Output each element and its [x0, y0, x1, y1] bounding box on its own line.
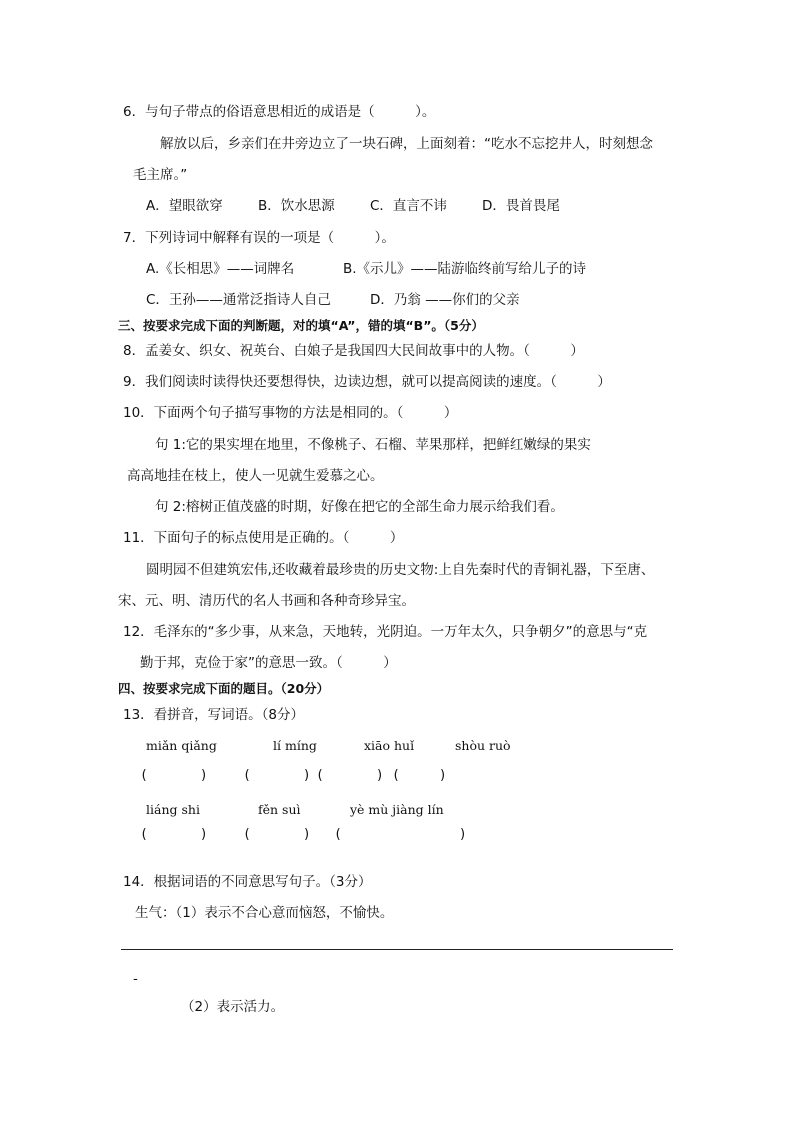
q12-line2: 勤于邦，克俭于家”的意思一致。（ ）: [140, 655, 397, 671]
q10-stem: 10．下面两个句子描写事物的方法是相同的。（ ）: [123, 405, 458, 421]
q13-pinyin: lí míng: [273, 738, 317, 753]
q13-answer-bracket[interactable]: ( ): [243, 827, 311, 842]
section3-heading: 三、按要求完成下面的判断题，对的填“A”，错的填“B”。（5分）: [118, 318, 484, 333]
q13-pinyin: fěn suì: [258, 802, 301, 817]
q13-answer-bracket[interactable]: ( ): [334, 827, 467, 842]
q7-option-b: B.《示儿》——陆游临终前写给儿子的诗: [343, 261, 587, 277]
q9-text: 9．我们阅读时读得快还要想得快，边读边想，就可以提高阅读的速度。（ ）: [123, 374, 611, 390]
q6-option-a: A．望眼欲穿: [146, 198, 223, 214]
answer-line[interactable]: [121, 949, 673, 950]
q14-stem: 14．根据词语的不同意思写句子。（3分）: [123, 874, 372, 890]
q13-answer-bracket[interactable]: ( ): [392, 768, 447, 783]
q7-option-d: D．乃翁 ——你们的父亲: [370, 292, 520, 308]
q13-pinyin: xiāo huǐ: [364, 738, 415, 753]
q11-stem: 11．下面句子的标点使用是正确的。（ ）: [123, 530, 404, 546]
q8-text: 8．孟姜女、织女、祝英台、白娘子是我国四大民间故事中的人物。（ ）: [123, 343, 584, 359]
q14-meaning2: （2）表示活力。: [181, 999, 285, 1015]
q13-answer-bracket[interactable]: ( ): [243, 768, 311, 783]
q13-pinyin: liáng shi: [146, 802, 200, 817]
q13-answer-bracket[interactable]: ( ): [140, 768, 208, 783]
section4-heading: 四、按要求完成下面的题目。（20分）: [118, 681, 330, 696]
q6-option-b: B．饮水思源: [258, 198, 335, 214]
q13-stem: 13．看拼音，写词语。（8分）: [123, 707, 305, 723]
q7-option-c: C．王孙——通常泛指诗人自己: [146, 292, 331, 308]
q10-sentence1-line2: 高高地挂在枝上，使人一见就生爱慕之心。: [127, 468, 384, 484]
q13-pinyin: miǎn qiǎng: [146, 738, 217, 753]
q13-pinyin: yè mù jiàng lín: [350, 802, 444, 817]
q6-option-c: C．直言不讳: [370, 198, 447, 214]
q14-meaning1: 生气：（1）表示不合心意而恼怒，不愉快。: [135, 905, 394, 921]
q6-stem: 6．与句子带点的俗语意思相近的成语是（ ）。: [123, 104, 436, 120]
q7-option-a: A.《长相思》——词牌名: [146, 261, 295, 277]
q6-passage-line2: 毛主席。”: [133, 167, 188, 183]
q12-line1: 12．毛泽东的“多少事，从来急，天地转，光阴迫。一万年太久，只争朝夕”的意思与“克: [123, 624, 648, 640]
answer-line-dash: -: [133, 971, 138, 987]
q11-text-line2: 宋、元、明、清历代的名人书画和各种奇珍异宝。: [118, 593, 415, 609]
q13-answer-bracket[interactable]: ( ): [316, 768, 384, 783]
q7-stem: 7．下列诗词中解释有误的一项是（ ）。: [123, 230, 395, 246]
q6-passage-line1: 解放以后，乡亲们在井旁边立了一块石碑，上面刻着：“吃水不忘挖井人，时刻想念: [160, 136, 653, 152]
q6-option-d: D．畏首畏尾: [482, 198, 560, 214]
q10-sentence2: 句 2:榕树正值茂盛的时期，好像在把它的全部生命力展示给我们看。: [155, 499, 564, 515]
q13-answer-bracket[interactable]: ( ): [140, 827, 208, 842]
q13-pinyin: shòu ruò: [455, 738, 511, 753]
q10-sentence1-line1: 句 1:它的果实埋在地里，不像桃子、石榴、苹果那样，把鲜红嫩绿的果实: [155, 437, 591, 453]
q11-text-line1: 圆明园不但建筑宏伟,还收藏着最珍贵的历史文物:上自先秦时代的青铜礼器，下至唐、: [146, 562, 655, 578]
